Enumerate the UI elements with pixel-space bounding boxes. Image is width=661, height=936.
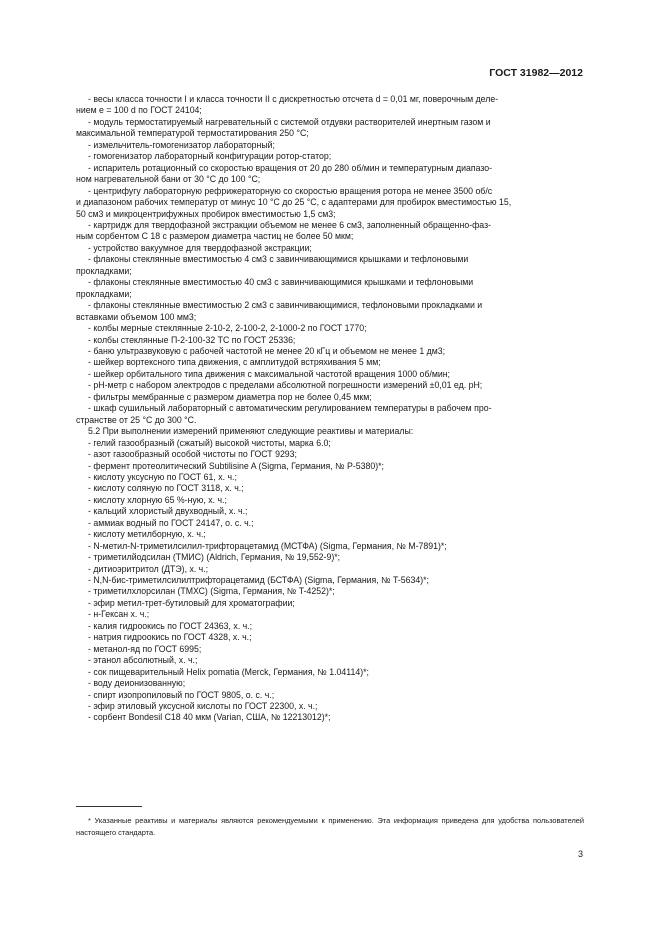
line-24: - шейкер вортексного типа движения, с амплитудой встряхивания 5 мм; [88,357,381,368]
line-51: - сок пищеварительный Helix pomatia (Merck, Германия, № 1.04114)*; [88,666,369,677]
text-line [76,655,584,666]
text-line [76,117,584,140]
text-line [76,495,584,506]
text-line [76,598,584,609]
text-line [76,403,584,426]
line-54: - эфир этиловый уксусной кислоты по ГОСТ 22300, х. ч.; [88,701,318,712]
line-47: - калия гидроокись по ГОСТ 24363, х. ч.; [88,620,253,631]
line-36: - кислоту хлорную 65 %-ную, х. ч.; [88,494,227,505]
text-line [76,335,584,346]
text-line [76,94,584,117]
text-line [76,438,584,449]
text-line [76,678,584,689]
line-55: - сорбент Bondesil C18 40 мкм (Varian, США, № 12213012)*; [88,712,331,723]
standard-code: ГОСТ 31982—2012 [489,67,583,79]
text-line [76,529,584,540]
line-49: - метанол-яд по ГОСТ 6995; [88,643,202,654]
line-26: - рН-метр с набором электродов с пределами абсолютной погрешности измерений ±0,01 ед. рН; [88,380,483,391]
text-line [76,472,584,483]
text-line [76,541,584,552]
line-30: 5.2 При выполнении измерений применяют следующие реактивы и материалы: [88,426,414,437]
line-6: - гомогенизатор лабораторный конфигурации ротор-статор; [88,151,332,162]
text-line [76,609,584,620]
document-body [76,94,584,724]
line-42: - дитиоэритритол (ДТЭ), х. ч.; [88,563,209,574]
line-18: прокладками; [76,288,132,299]
text-line [76,392,584,403]
line-16: прокладками; [76,265,132,276]
text-line [76,151,584,162]
text-line [76,690,584,701]
text-line [76,323,584,334]
text-line [76,163,584,186]
line-21: - колбы мерные стеклянные 2-10-2, 2-100-2, 2-1000-2 по ГОСТ 1770; [88,323,367,334]
line-43: - N,N-бис-триметилсилилтрифторацетамид (БСТФА) (Sigma, Германия, № T-5634)*; [88,575,429,586]
line-12: - картридж для твердофазной экстракции объемом не менее 6 см3, заполненный обращенно-фаз- [88,219,492,230]
line-20: вставками объемом 100 мм3; [76,311,197,322]
line-13: ным сорбентом С 18 с размером диаметра частиц не более 50 мкм; [76,231,354,242]
line-9: - центрифугу лабораторную рефрижераторную со скоростью вращения ротора не менее 3500 об/с [88,185,493,196]
text-line [76,220,584,243]
text-line [76,243,584,254]
line-45: - эфир метил-трет-бутиловый для хроматографии; [88,597,295,608]
text-line [76,701,584,712]
line-32: - азот газообразный особой чистоты по ГОСТ 9293; [88,449,297,460]
line-53: - спирт изопропиловый по ГОСТ 9805, о. с. ч.; [88,689,275,700]
line-2: нием e = 100 d по ГОСТ 24104; [76,105,202,116]
line-40: - N-метил-N-триметилсилил-трифторацетамид (МСТФА) (Sigma, Германия, № M-7891)*; [88,540,447,551]
text-line [76,483,584,494]
line-48: - натрия гидроокись по ГОСТ 4328, х. ч.; [88,632,252,643]
text-line [76,552,584,563]
line-23: - баню ультразвуковую с рабочей частотой не менее 20 кГц и объемом не менее 1 дм3; [88,345,446,356]
page-number: 3 [577,849,583,859]
text-line [76,564,584,575]
line-27: - фильтры мембранные с размером диаметра пор не более 0,45 мкм; [88,391,372,402]
line-17: - флаконы стеклянные вместимостью 40 см3 с завинчивающимися крышками и тефлоновыми [88,277,474,288]
footnote: * Указанные реактивы и материалы являются рекомендуемыми к применению. Эта информация приведена для удобства пользователей настоящего стандарта. [76,816,584,837]
text-line [76,300,584,323]
line-4: максимальной температурой термостатирования 250 °C; [76,128,309,139]
text-line [76,461,584,472]
section-5-2 [76,426,584,437]
line-19: - флаконы стеклянные вместимостью 2 см3 с завинчивающимися, тефлоновыми прокладками и [88,300,483,311]
text-line [76,369,584,380]
line-29: странстве от 25 °C до 300 °C. [76,414,197,425]
line-25: - шейкер орбитального типа движения с максимальной частотой вращения 1000 об/мин; [88,368,450,379]
text-line [76,506,584,517]
text-line [76,667,584,678]
line-8: ном нагревательной бани от 30 °C до 100 °C; [76,174,261,185]
line-37: - кальций хлористый двухводный, х. ч.; [88,506,248,517]
line-50: - этанол абсолютный, х. ч.; [88,655,198,666]
text-line [76,575,584,586]
line-41: - триметилйодсилан (ТМИС) (Aldrich, Германия, № 19,552-9)*; [88,552,341,563]
line-38: - аммиак водный по ГОСТ 24147, о. с. ч.; [88,517,254,528]
line-1: - весы класса точности I и класса точности II с дискретностью отсчета d = 0,01 мг, поверочным деле- [88,94,499,104]
line-52: - воду деионизованную; [88,678,186,689]
line-3: - модуль термостатируемый нагревательный с системой отдувки растворителей инертным газом и [88,116,491,127]
line-39: - кислоту метилборную, х. ч.; [88,529,206,540]
text-line [76,586,584,597]
text-line [76,346,584,357]
line-44: - триметилхлорсилан (ТМХС) (Sigma, Германия, № T-4252)*; [88,586,335,597]
text-line [76,140,584,151]
text-line [76,449,584,460]
line-14: - устройство вакуумное для твердофазной экстракции; [88,242,312,253]
line-33: - фермент протеолитический Subtilisine A (Sigma, Германия, № P-5380)*; [88,460,384,471]
text-line [76,632,584,643]
text-line [76,277,584,300]
text-line [76,254,584,277]
text-line [76,357,584,368]
line-22: - колбы стеклянные П-2-100-32 ТС по ГОСТ 25336; [88,334,296,345]
text-line [76,644,584,655]
text-line [76,380,584,391]
text-line [76,712,584,723]
line-15: - флаконы стеклянные вместимостью 4 см3 с завинчивающимися крышками и тефлоновыми [88,254,469,265]
text-line [76,621,584,632]
line-34: - кислоту уксусную по ГОСТ 61, х. ч.; [88,471,237,482]
text-line [76,518,584,529]
line-35: - кислоту соляную по ГОСТ 3118, х. ч.; [88,483,244,494]
line-46: - н-Гексан х. ч.; [88,609,150,620]
text-line [76,186,584,220]
line-10: и диапазоном рабочих температур от минус 10 °C до 25 °C, с адаптерами для пробирок вместимостью 15, [76,197,512,208]
footnote-divider [76,806,142,807]
line-31: - гелий газообразный (сжатый) высокой чистоты, марка 6.0; [88,437,331,448]
line-5: - измельчитель-гомогенизатор лабораторный; [88,139,275,150]
line-7: - испаритель ротационный со скоростью вращения от 20 до 280 об/мин и температурным диапазо- [88,162,493,173]
line-28: - шкаф сушильный лабораторный с автоматическим регулированием температуры в рабочем про- [88,403,492,414]
line-11: 50 см3 и микроцентрифужных пробирок вместимостью 1,5 см3; [76,208,336,219]
